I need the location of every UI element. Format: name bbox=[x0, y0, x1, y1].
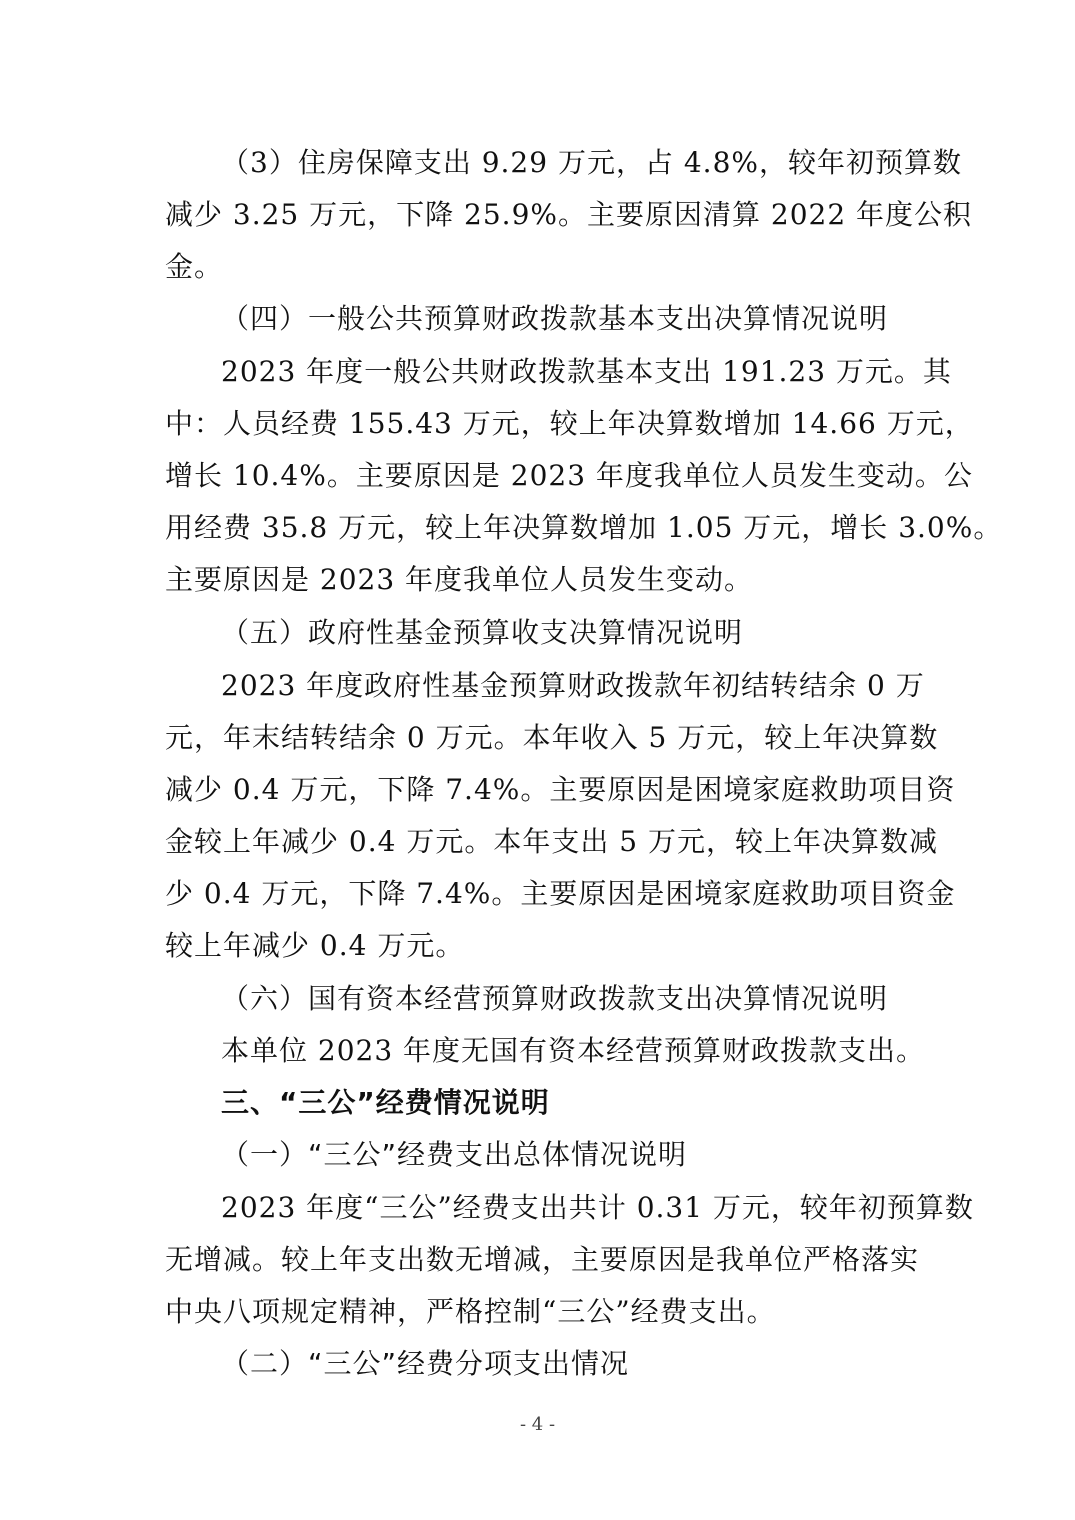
paragraph-line: 中央八项规定精神，严格控制“三公”经费支出。 bbox=[165, 1295, 776, 1328]
page-number: - 4 - bbox=[519, 1414, 556, 1435]
paragraph-line: 元，年末结转结余 0 万元。本年收入 5 万元，较上年决算数 bbox=[165, 721, 939, 754]
paragraph-line: 主要原因是 2023 年度我单位人员发生变动。 bbox=[165, 563, 754, 596]
paragraph-line: 用经费 35.8 万元，较上年决算数增加 1.05 万元，增长 3.0%。 bbox=[165, 511, 1003, 544]
section-heading-3: 三、“三公”经费情况说明 bbox=[221, 1086, 550, 1119]
paragraph-line: 2023 年度政府性基金预算财政拨款年初结转结余 0 万 bbox=[221, 669, 925, 702]
paragraph-line: 本单位 2023 年度无国有资本经营预算财政拨款支出。 bbox=[221, 1034, 926, 1067]
section-heading-4: （四）一般公共预算财政拨款基本支出决算情况说明 bbox=[221, 302, 889, 335]
paragraph-line: 减少 0.4 万元，下降 7.4%。主要原因是困境家庭救助项目资 bbox=[165, 773, 956, 806]
paragraph-line: 金。 bbox=[165, 250, 224, 283]
paragraph-line: 减少 3.25 万元，下降 25.9%。主要原因清算 2022 年度公积 bbox=[165, 198, 973, 231]
section-heading-6: （六）国有资本经营预算财政拨款支出决算情况说明 bbox=[221, 982, 889, 1015]
paragraph-line: 增长 10.4%。主要原因是 2023 年度我单位人员发生变动。公 bbox=[165, 459, 973, 492]
section-heading-5: （五）政府性基金预算收支决算情况说明 bbox=[221, 616, 744, 649]
paragraph-line: 无增减。较上年支出数无增减，主要原因是我单位严格落实 bbox=[165, 1243, 920, 1276]
paragraph-line: （3）住房保障支出 9.29 万元，占 4.8%，较年初预算数 bbox=[221, 146, 962, 179]
paragraph-line: 2023 年度一般公共财政拨款基本支出 191.23 万元。其 bbox=[221, 355, 952, 388]
paragraph-line: 金较上年减少 0.4 万元。本年支出 5 万元，较上年决算数减 bbox=[165, 825, 938, 858]
paragraph-line: 较上年减少 0.4 万元。 bbox=[165, 929, 465, 962]
paragraph-line: 2023 年度“三公”经费支出共计 0.31 万元，较年初预算数 bbox=[221, 1191, 974, 1224]
paragraph-line: 少 0.4 万元，下降 7.4%。主要原因是困境家庭救助项目资金 bbox=[165, 877, 956, 910]
subsection-heading-1: （一）“三公”经费支出总体情况说明 bbox=[221, 1138, 688, 1171]
paragraph-line: 中：人员经费 155.43 万元，较上年决算数增加 14.66 万元， bbox=[165, 407, 974, 440]
subsection-heading-2: （二）“三公”经费分项支出情况 bbox=[221, 1347, 630, 1380]
